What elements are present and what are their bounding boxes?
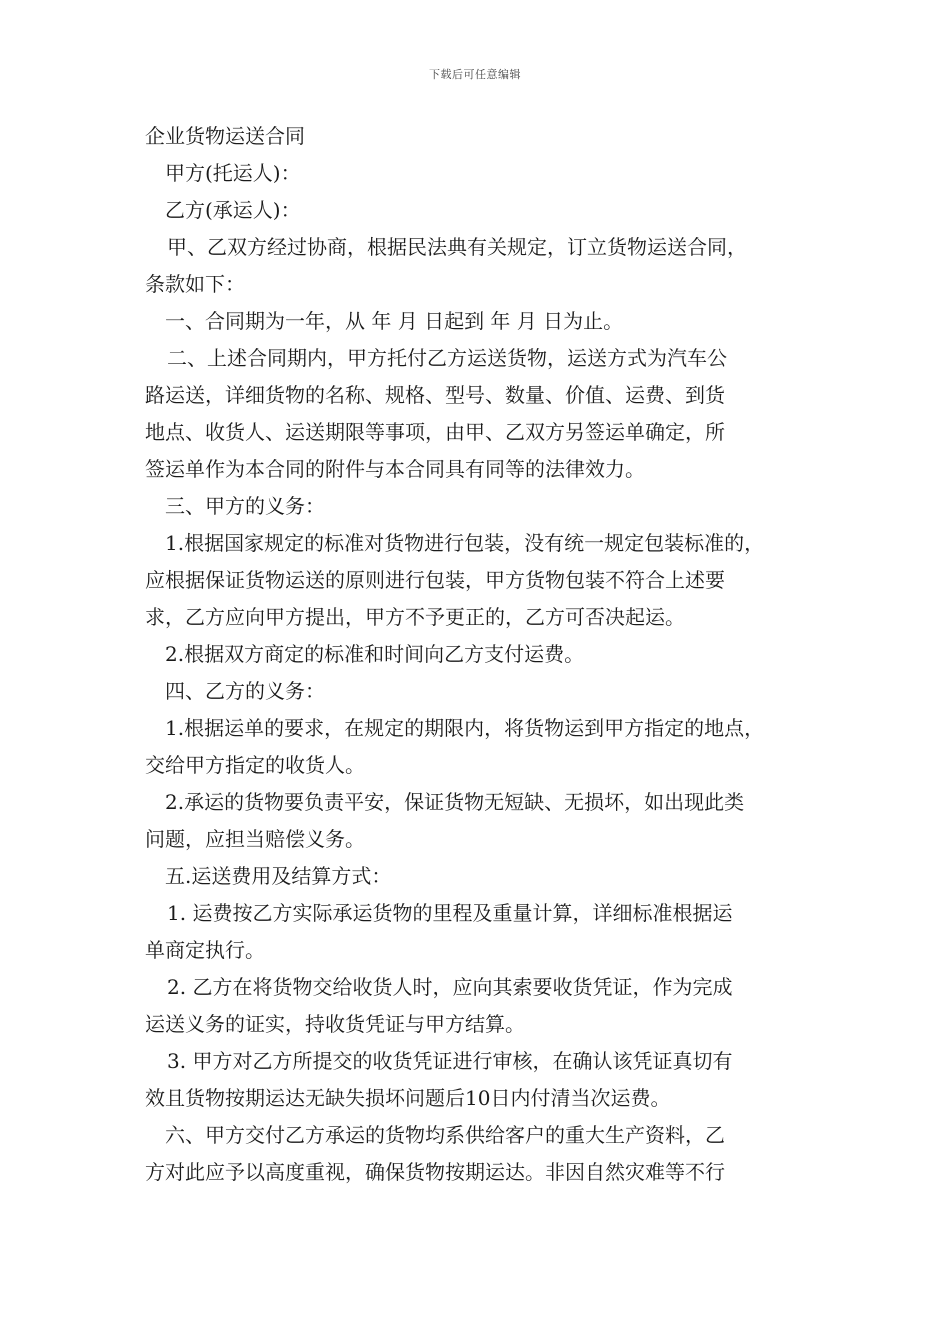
text-line: 五.运送费用及结算方式： — [165, 864, 392, 888]
text-line: 四、乙方的义务： — [165, 679, 325, 703]
text-line: 交给甲方指定的收货人。 — [145, 753, 365, 777]
page-header: 下载后可任意编辑 — [429, 68, 521, 81]
text-line: 求，乙方应向甲方提出，甲方不予更正的，乙方可否决起运。 — [145, 605, 685, 629]
contract-body — [145, 118, 825, 1191]
text-line: 1.根据运单的要求，在规定的期限内，将货物运到甲方指定的地点， — [165, 716, 765, 740]
text-line: 二、上述合同期内，甲方托付乙方运送货物，运送方式为汽车公 — [167, 346, 727, 370]
text-line: 地点、收货人、运送期限等事项，由甲、乙双方另签运单确定，所 — [145, 420, 725, 444]
text-line: 乙方(承运人)： — [165, 198, 301, 222]
text-line: 方对此应予以高度重视，确保货物按期运达。非因自然灾难等不行 — [145, 1160, 725, 1184]
text-line: 路运送，详细货物的名称、规格、型号、数量、价值、运费、到货 — [145, 383, 725, 407]
text-line: 签运单作为本合同的附件与本合同具有同等的法律效力。 — [145, 457, 645, 481]
text-line: 效且货物按期运达无缺失损坏问题后10日内付清当次运费。 — [145, 1086, 671, 1110]
text-line: 1.根据国家规定的标准对货物进行包装，没有统一规定包装标准的， — [165, 531, 765, 555]
text-line: 甲、乙双方经过协商，根据民法典有关规定，订立货物运送合同， — [167, 235, 747, 259]
text-line: 1. 运费按乙方实际承运货物的里程及重量计算，详细标准根据运 — [167, 901, 733, 925]
text-line: 条款如下： — [145, 272, 245, 296]
text-line: 甲方(托运人)： — [165, 161, 301, 185]
text-line: 2.承运的货物要负责平安，保证货物无短缺、无损坏，如出现此类 — [165, 790, 745, 814]
text-line: 2. 乙方在将货物交给收货人时，应向其索要收货凭证，作为完成 — [167, 975, 733, 999]
text-line: 单商定执行。 — [145, 938, 265, 962]
text-line: 应根据保证货物运送的原则进行包装，甲方货物包装不符合上述要 — [145, 568, 725, 592]
text-line: 3. 甲方对乙方所提交的收货凭证进行审核，在确认该凭证真切有 — [167, 1049, 733, 1073]
text-line: 2.根据双方商定的标准和时间向乙方支付运费。 — [165, 642, 585, 666]
text-line: 三、甲方的义务： — [165, 494, 325, 518]
text-line: 问题，应担当赔偿义务。 — [145, 827, 365, 851]
text-line: 一、合同期为一年，从 年 月 日起到 年 月 日为止。 — [165, 309, 624, 333]
text-line: 六、甲方交付乙方承运的货物均系供给客户的重大生产资料，乙 — [165, 1123, 725, 1147]
document-title: 企业货物运送合同 — [145, 124, 305, 148]
text-line: 运送义务的证实，持收货凭证与甲方结算。 — [145, 1012, 525, 1036]
